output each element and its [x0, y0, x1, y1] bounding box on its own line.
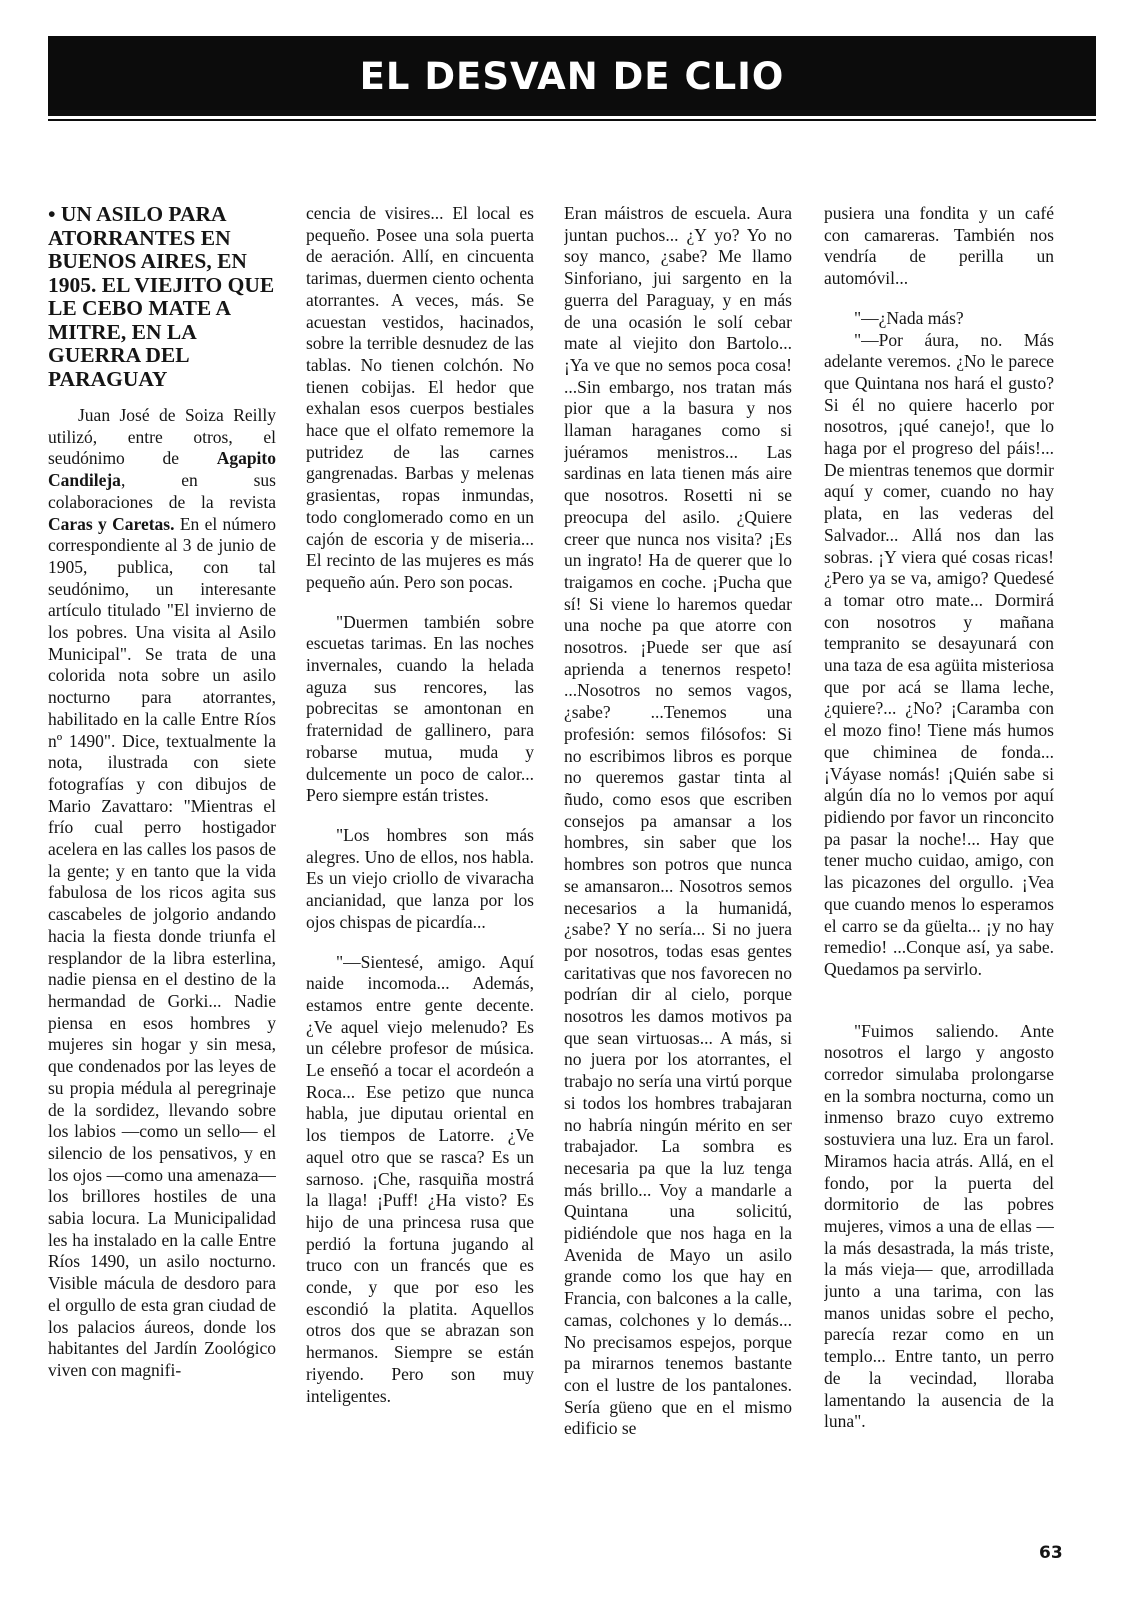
page-number: 63 — [1039, 1543, 1063, 1563]
column-4-paragraph-1: pusiera una fondita y un café con camareras. También nos vendría de perilla un automóvil... — [824, 203, 1054, 289]
section-title-banner — [48, 36, 1096, 116]
column-2-paragraph-2: "Duermen también sobre escuetas tarimas. En las noches invernales, cuando la helada aguza sus rencores, las pobrecitas se amontonan en fraternidad de gallinero, para robarse mutua, muda y dulcemente un poco de calor... Pero siempre están tristes. — [306, 611, 534, 806]
column-4 — [824, 203, 1054, 1523]
column-1 — [48, 203, 276, 1523]
column-1-paragraph: Juan José de Soiza Reilly utilizó, entre otros, el seudónimo de Agapito Candileja, en sus colaboraciones de la revista Caras y Caretas. En el número correspondiente al 3 de junio de 1905, publica, con tal seudónimo, un interesante artículo titulado "El invierno de los pobres. Una visita al Asilo Municipal". Se trata de una colorida nota sobre un asilo nocturno para atorrantes, habilitado en la calle Entre Ríos nº 1490". Dice, textualmente la nota, ilustrada con siete fotografías y con dibujos de Mario Zavattaro: "Mientras el frío cual perro hostigador acelera en las calles los pasos de la gente; y en tanto que la vida fabulosa de los ricos agita sus cascabeles de jolgorio andando hacia la fiesta donde triunfa el resplandor de la libra esterlina, nadie piensa en el destino de la hermandad de Gorki... Nadie piensa en esos hombres y mujeres sin hogar y sin mesa, que condenados por las leyes de su propia médula al peregrinaje de la sordidez, llevando sobre los labios —como un sello— el silencio de los pensativos, y en los ojos —como una amenaza— los brillores hostiles de una sabia locura. La Municipalidad les ha instalado en la calle Entre Ríos 1490, un asilo nocturno. Visible mácula de desdoro para el orgullo de esta gran ciudad de los palacios áureos, donde los habitantes del Jardín Zoológico viven con magnifi- — [48, 405, 276, 1380]
column-2-paragraph-3: "Los hombres son más alegres. Uno de ellos, nos habla. Es un viejo criollo de vivaracha ancianidad, que lanza por los ojos chispas de picardía... — [306, 824, 534, 932]
column-4-paragraph-4: "Fuimos saliendo. Ante nosotros el largo y angosto corredor simulaba prolongarse en la sombra nocturna, como un inmenso brazo cuyo extremo sostuviera una luz. Era un farol. Miramos hacia atrás. Allá, en el fondo, por la puerta del dormitorio de las pobres mujeres, vimos a una de ellas —la más desastrada, la más triste, la más vieja— que, arrodillada junto a una tarima, con las manos unidas sobre el pecho, parecía rezar como en un templo... Entre tanto, un perro de la vecindad, lloraba lamentando la ausencia de la luna". — [824, 1020, 1054, 1432]
magazine-name: Caras y Caretas. — [48, 513, 175, 534]
pseudonym: Agapito Candileja — [48, 448, 276, 491]
section-title: EL DESVAN DE CLIO — [359, 54, 785, 98]
column-4-paragraph-3: "—Por áura, no. Más adelante veremos. ¿No le parece que Quintana nos hará el gusto? Si él no quiere hacerlo por nosotros, ¡qué canejo!, que lo haga por el progreso del páis!... De mientras tenemos que dormir aquí y comer, cuando no hay plata, en las vederas del Salvador... Allá nos dan las sobras. ¡Y viera qué cosas ricas! ¿Pero ya se va, amigo? Quedesé a tomar otro mate... Dormirá con nosotros y mañana tempranito se desayunará con una taza de esa agüita misteriosa que por acá se llama leche, ¿quiere?... ¿No? ¡Caramba con el mozo fino! Tiene más humos que chiminea de fonda... ¡Váyase nomás! ¡Quién sabe si algún día no lo vemos por aquí pidiendo por favor un rinconcito pa pasar la noche!... Hay que tener mucho cuidao, amigo, con las picazones del orgullo. ¡Vea que cuando menos lo esperamos el carro se da güelta... ¡y no hay remedio! ...Conque así, ya sabe. Quedamos pa servirlo. — [824, 329, 1054, 979]
column-2-paragraph-4: "—Sientesé, amigo. Aquí naide incomoda... Además, estamos entre gente decente. ¿Ve aquel viejo melenudo? Es un célebre profesor de música. Le enseñó a tocar el acordeón a Roca... Ese petizo que nunca habla, jue diputau oriental en los tiempos de Latorre. ¿Ve aquel otro que se rasca? Es un sarnoso. ¡Che, rasquiña mostrá la llaga! ¡Puff! ¿Ha visto? Es hijo de una princesa rusa que perdió la fortuna jugando al truco con un francés que es conde, y que por eso les escondió la platita. Aquellos otros dos que se abrazan son hermanos. Siempre se están riyendo. Pero son muy inteligentes. — [306, 951, 534, 1406]
column-3 — [564, 203, 792, 1523]
column-2-paragraph-1: cencia de visires... El local es pequeño. Posee una sola puerta de aeración. Allí, en cincuenta tarimas, duermen ciento ochenta atorrantes. A veces, más. Se acuestan vestidos, hacinados, sobre la terrible desnudez de las tablas. No tienen colchón. No tienen cobijas. El hedor que exhalan esos cuerpos bestiales hace que el olfato rememore la putridez de las carnes gangrenadas. Barbas y melenas grasientas, ropas inmundas, todo conglomerado como en un cajón de escoria y de miseria... El recinto de las mujeres es más pequeño aún. Pero son pocas. — [306, 203, 534, 592]
column-2 — [306, 203, 534, 1523]
article-headline: • UN ASILO PARA ATORRANTES EN BUENOS AIRES, EN 1905. EL VIEJITO QUE LE CEBO MATE A MITRE, EN LA GUERRA DEL PARAGUAY — [48, 203, 275, 391]
title-underline — [48, 119, 1096, 121]
column-3-paragraph-1: Eran máistros de escuela. Aura juntan puchos... ¿Y yo? Yo no soy manco, ¿sabe? Me llamo Sinforiano, jui sargento en la guerra del Paraguay, y en más de una ocasión le solí cebar mate al viejito don Bartolo... ¡Ya ve que no semos poca cosa! ...Sin embargo, nos tratan más pior que a la basura y nos llaman haraganes como si juéramos menistros... Las sardinas en lata tienen más aire que nosotros. Rosetti ni se preocupa del asilo. ¿Quiere creer que nunca nos visita? ¡Es un ingrato! Ha de querer que lo traigamos en coche. ¡Pucha que sí! Si viene lo haremos quedar una noche pa que atorre con nosotros. ¡Puede ser que así aprienda a tenernos respeto! ...Nosotros no semos vagos, ¿sabe? ...Tenemos una profesión: semos filósofos: Si no escribimos libros es porque no queremos gastar tinta al ñudo, como esos que escriben consejos pa amansar a los hombres, sin saber que los hombres son potros que nunca se amansaron... Nosotros semos necesarios a la humanidá, ¿sabe? Y no sería... Si no juera por nosotros, todas esas gentes caritativas que nos favorecen no podrían dir al cielo, porque nosotros les damos motivos pa que sean virtuosas... A más, si no juera por los atorrantes, el trabajo no sería una virtú porque si todos los hombres trabajaran no habría ningún mérito en ser trabajador. La sombra es necesaria pa que la luz tenga más brillo... Voy a mandarle a Quintana una solicitú, pidiéndole que nos haga en la Avenida de Mayo un asilo grande como los que hay en Francia, con balcones a la calle, camas, colchones y lo demás... No precisamos espejos, porque pa mirarnos tenemos bastante con el lustre de los pantalones. Sería güeno que en el mismo edificio se — [564, 203, 792, 1439]
column-4-paragraph-2: "—¿Nada más? — [854, 307, 964, 328]
